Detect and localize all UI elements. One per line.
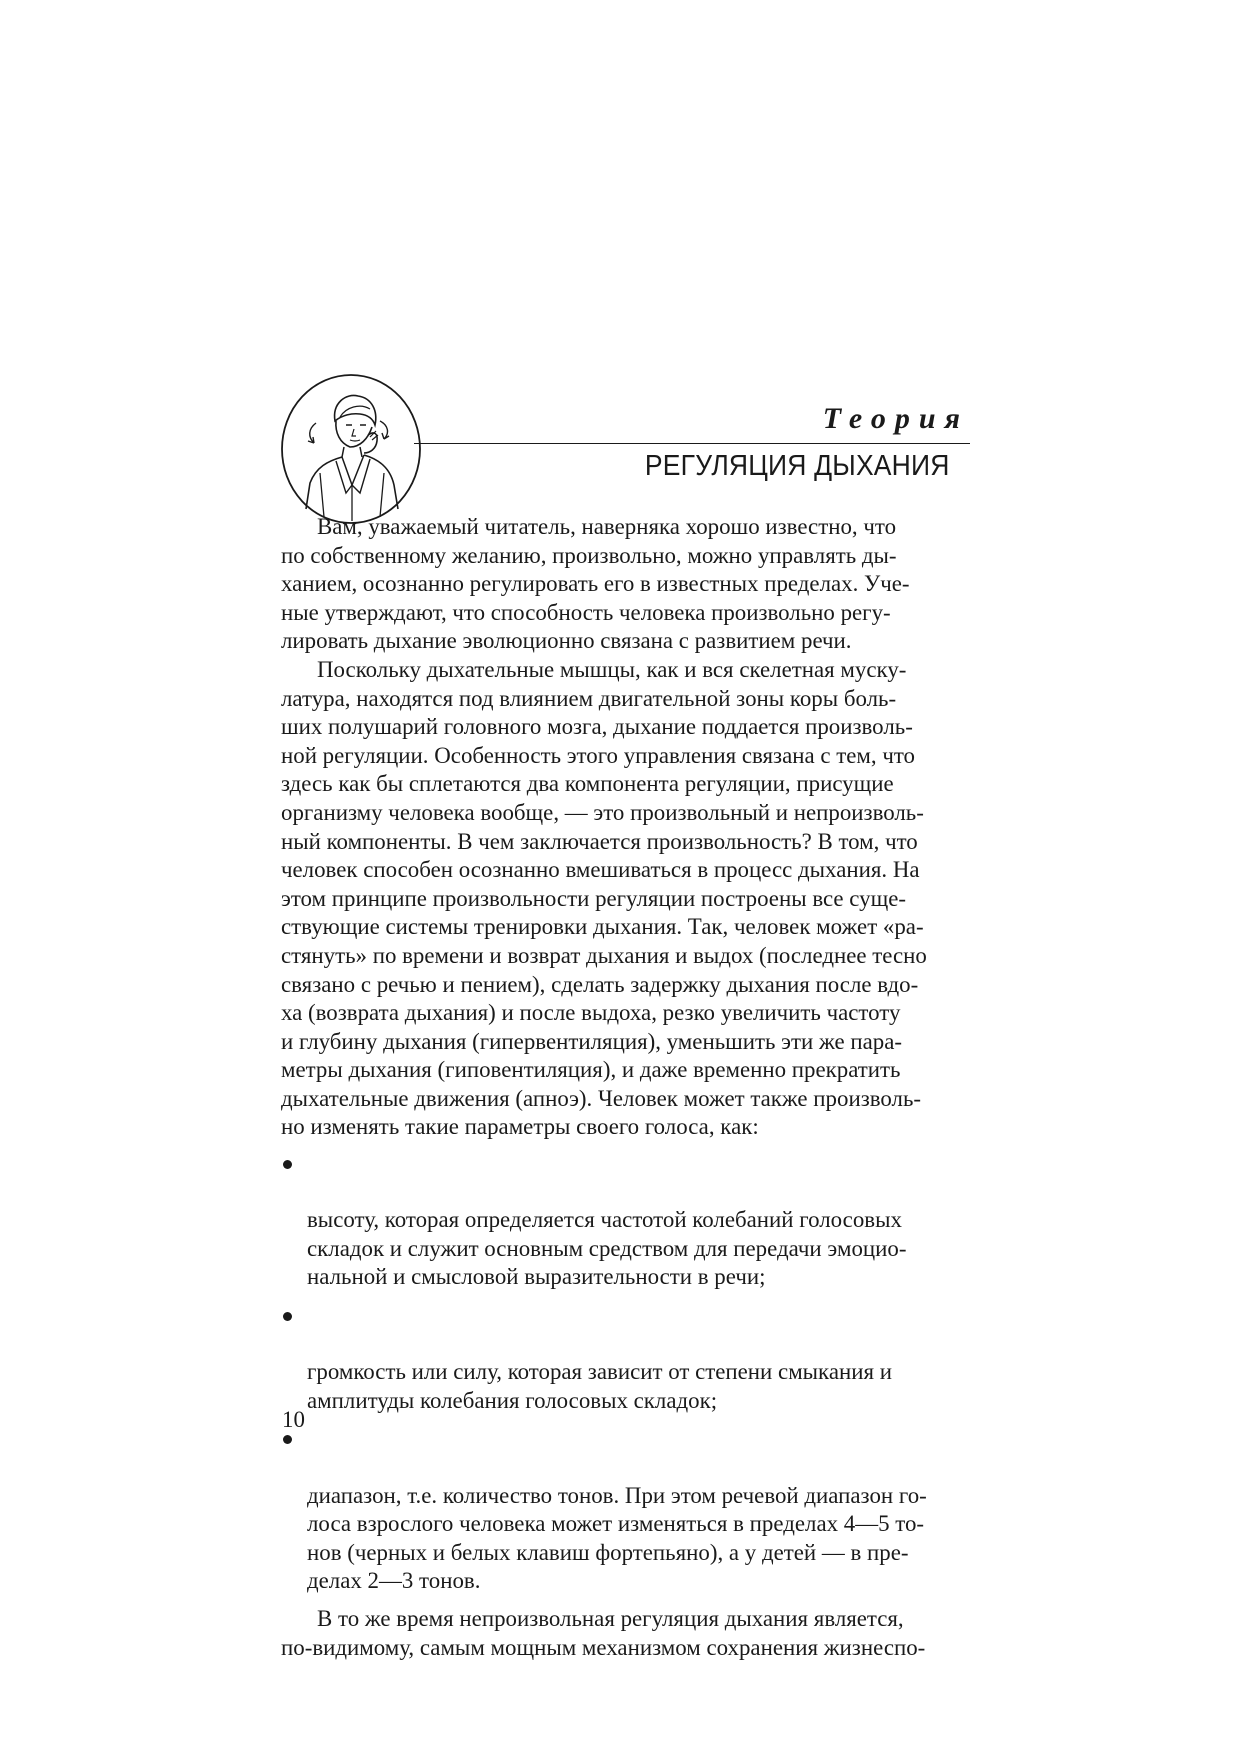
list-item-text: диапазон, т.е. количество тонов. При этом речевой диапазон го- лоса взрослого человека может изменяться в пределах 4—5 то- нов (черных и белых клавиш фортепьяно), а у детей — в пре- делах 2—3 тонов. <box>307 1482 927 1594</box>
paragraph-2: Поскольку дыхательные мышцы, как и вся скелетная муску- латура, находятся под влиянием двигательной зоны коры боль- ших полушарий головного мозга, дыхание поддается произволь- ной регуляции. Особенность этого управления связана с тем, что здесь как бы сплетаются два компонента регуляции, присущие организму человека вообще, — это произвольный и непроизволь- ный компоненты. В чем заключается произвольность? В том, что человек способен осознанно вмешиваться в процесс дыхания. На этом принципе произвольности регуляции построены все суще- ствующие системы тренировки дыхания. Так, человек может «ра- стянуть» по времени и возврат дыхания и выдох (последнее тесно связано с речью и пением), сделать задержку дыхания после вдо- ха (возврата дыхания) и после выдоха, резко увеличить частоту и глубину дыхания (гипервентиляция), уменьшить эти же пара- метры дыхания (гиповентиляция), и даже временно прекратить дыхательные движения (апноэ). Человек может также произволь- но изменять такие параметры своего голоса, как: <box>281 656 927 1140</box>
bullet-dot-icon <box>283 1312 292 1321</box>
paragraph-1: Вам, уважаемый читатель, наверняка хорошо известно, что по собственному желанию, произвольно, можно управлять ды- ханием, осознанно регулировать его в известных пределах. Уче- ные утверждают, что способность человека произвольно регу- лировать дыхание эволюционно связана с развитием речи. <box>281 514 910 654</box>
list-item-text: высоту, которая определяется частотой колебаний голосовых складок и служит основным средством для передачи эмоцио- нальной и смысловой выразительности в речи; <box>307 1207 907 1290</box>
list-item-text: громкость или силу, которая зависит от степени смыкания и амплитуды колебания голосовых складок; <box>307 1359 892 1413</box>
header-rule <box>414 443 970 444</box>
list-item <box>281 1301 951 1415</box>
bullet-dot-icon <box>283 1160 292 1169</box>
list-item <box>281 1424 951 1596</box>
bullet-list <box>281 1149 951 1596</box>
section-label: Теория <box>822 402 969 435</box>
bullet-dot-icon <box>283 1435 292 1444</box>
body-text <box>281 513 951 1662</box>
paragraph-3: В то же время непроизвольная регуляция дыхания является, по-видимому, самым мощным механизмом сохранения жизнеспо- <box>281 1605 926 1660</box>
list-item <box>281 1149 951 1292</box>
chapter-title: РЕГУЛЯЦИЯ ДЫХАНИЯ <box>645 450 950 482</box>
page-number: 10 <box>282 1407 305 1432</box>
speaker-figure-icon <box>280 373 422 525</box>
